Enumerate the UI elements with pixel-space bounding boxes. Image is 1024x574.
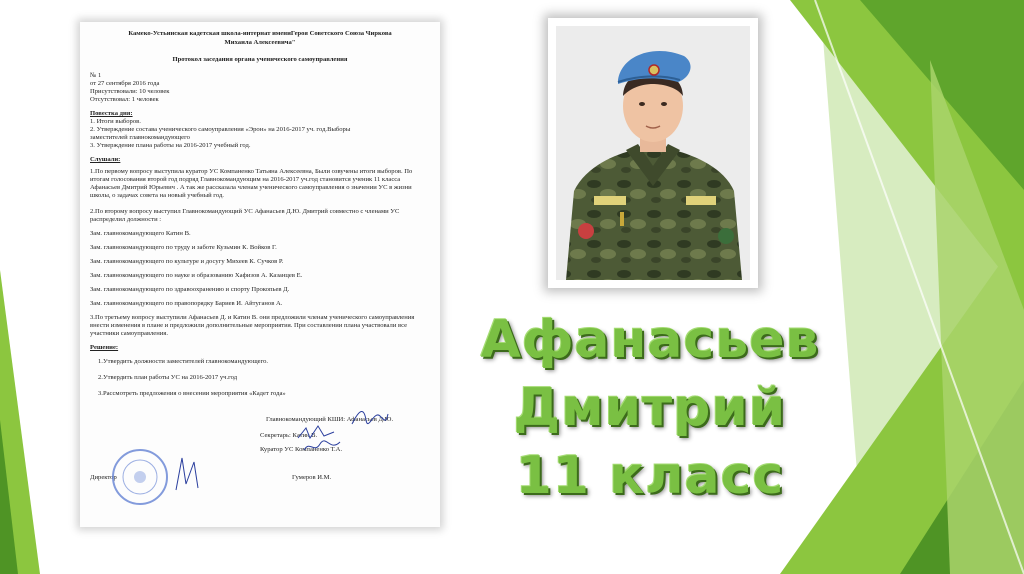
signature-scribble (172, 454, 202, 494)
student-first-name: Дмитрий (513, 378, 787, 438)
doc-decision-line: 2.Утвердить план работы УС на 2016-2017 уч.год (98, 374, 238, 381)
student-photo-frame (548, 18, 758, 288)
doc-heard-title: Слушали: (90, 156, 121, 163)
signature-scribble (302, 438, 342, 456)
doc-number: № 1 (90, 72, 102, 79)
doc-absent: Отсутствовал: 1 человек (90, 96, 159, 103)
doc-signature-line: Секретарь: Катин В. (260, 432, 318, 439)
doc-paragraph-line: Афанасьев Дмитрий Юрьевич . А так же рассказала членам ученического самоуправления о значении УС в жизни (90, 184, 412, 191)
doc-date: от 27 сентября 2016 года (90, 80, 160, 87)
doc-paragraph-line: итогам голосования второй год подряд Главнокомандующим на 2016-2017 уч.год становится ученик 11 класса (90, 176, 401, 183)
protocol-document (80, 22, 440, 527)
doc-signature-line: Главнокомандующий КШИ: Афанасьев Д.Ю. (266, 416, 394, 423)
doc-decision-title: Решение: (90, 344, 119, 351)
doc-decision-line: 3.Рассмотреть предложения о внесении мероприятия «Кадет года» (98, 390, 286, 397)
doc-deputy-line: Зам. главнокомандующего по науке и образованию Хафизов А. Казанцев Е. (90, 272, 303, 279)
doc-protocol-title: Протокол заседания органа ученического самоуправления (172, 56, 348, 63)
student-class: 11 класс (515, 446, 785, 506)
doc-decision-line: 1.Утвердить должности заместителей главнокомандующего. (98, 358, 269, 365)
doc-paragraph-line: 1.По первому вопросу выступила куратор УС Компаненко Татьяна Алексеевна, Были озвучены итоги выборов. По (90, 168, 413, 175)
doc-deputy-line: Зам. главнокомандующего по правопорядку Бариев И. Айтуганов А. (90, 300, 283, 307)
student-photo (556, 26, 750, 280)
doc-agenda-item: 1. Итоги выборов. (90, 118, 141, 125)
doc-director-name: Гумеров И.М. (292, 474, 332, 481)
doc-deputy-line: Зам. главнокомандующего Катин В. (90, 230, 191, 237)
signature-scribble (350, 406, 390, 430)
doc-deputy-line: Зам. главнокомандующего по здравоохранению и спорту Прокопьев Д. (90, 286, 290, 293)
doc-deputy-line: Зам. главнокомандующего по труду и заботе Кузьмин К. Войков Г. (90, 244, 277, 251)
doc-paragraph-line: внести изменения в плане и предложили дополнительные мероприятия. При составлении плана участвовали все (90, 322, 407, 329)
doc-present: Присутствовали: 10 человек (90, 88, 170, 95)
doc-paragraph-line: 2.По второму вопросу выступил Главнокомандующий УС Афанасьев Д.Ю. Дмитрий совместно с членами УС (90, 208, 400, 215)
doc-agenda-item: 3. Утверждение плана работы на 2016-2017 учебный год. (90, 142, 251, 149)
doc-agenda-item: заместителей главнокомандующего (90, 134, 190, 141)
doc-paragraph-line: распределил должности : (90, 216, 162, 223)
doc-header-line2: Михаила Алексеевича" (224, 39, 296, 46)
student-surname: Афанасьев (480, 310, 820, 370)
doc-agenda-item: 2. Утверждение состава ученического самоуправления «Эрон» на 2016-2017 уч. год.Выборы (90, 126, 351, 133)
doc-deputy-line: Зам. главнокомандующего по культуре и досугу Михеев К. Сучков Р. (90, 258, 284, 265)
doc-header-line1: Камеко-Устьинская кадетская школа-интернат имениГероя Советского Союза Чиркова (128, 30, 392, 37)
doc-paragraph-line: участники самоуправления. (90, 330, 168, 337)
doc-paragraph-line: школы, о задачах совета на новый учебный год. (90, 192, 224, 199)
doc-paragraph-line: 3.По третьему вопросу выступили Афанасьев Д. и Катин В. они предложили членам ученического самоуправления (90, 314, 415, 321)
doc-agenda-title: Повестка дня: (90, 110, 133, 117)
doc-signature-line: Куратор УС Компаненко Т.А. (260, 446, 343, 453)
doc-director-label: Директор (90, 474, 117, 481)
school-stamp (110, 447, 170, 507)
